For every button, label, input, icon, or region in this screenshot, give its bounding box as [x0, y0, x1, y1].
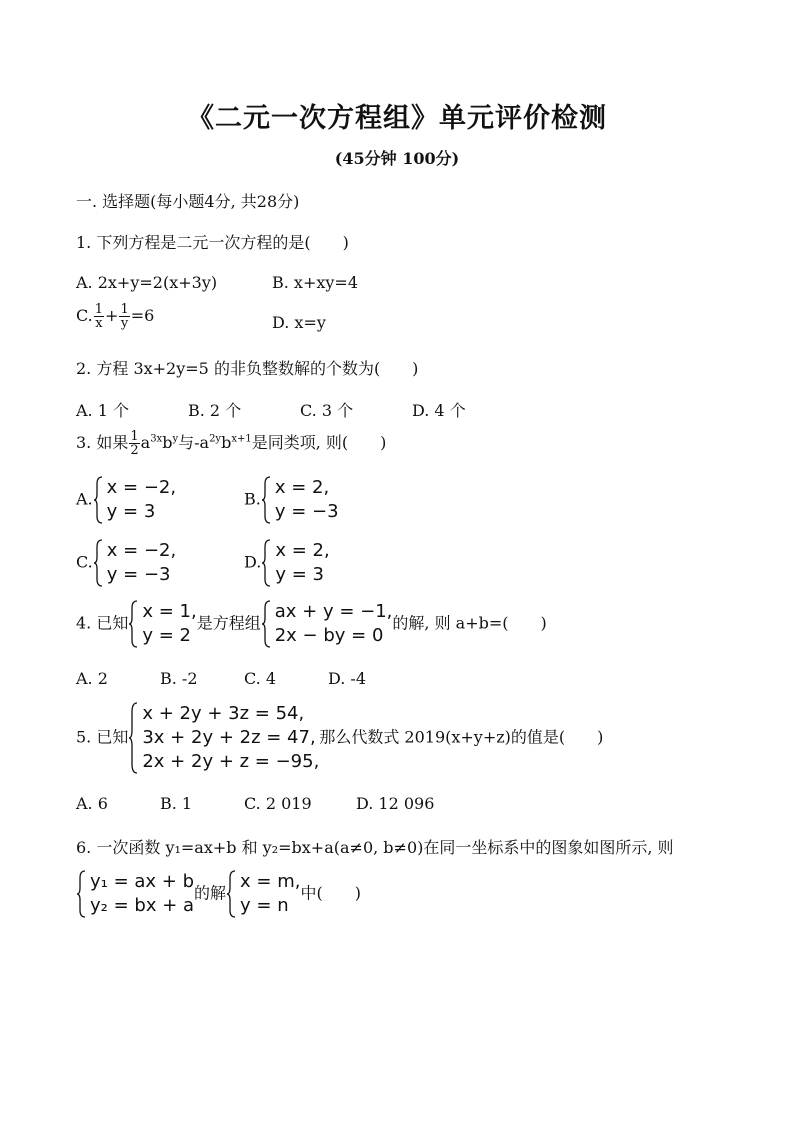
system-row: x = −2,	[106, 477, 177, 498]
q5-prefix: 5. 已知	[76, 727, 129, 747]
q4-option-d: D. -4	[328, 669, 367, 688]
brace-icon	[93, 476, 103, 524]
q4-option-b: B. -2	[160, 669, 198, 688]
option-label: B.	[244, 489, 261, 509]
q6-mid: 的解	[194, 883, 227, 903]
brace-icon	[226, 870, 236, 918]
q1-c-label: C.	[76, 306, 93, 325]
q3-option-d	[244, 539, 330, 587]
system-row: x = 2,	[274, 477, 330, 498]
question-4-stem	[76, 600, 547, 648]
q4-option-c: C. 4	[244, 669, 277, 688]
q3-option-b	[244, 476, 339, 524]
question-2-stem: 2. 方程 3x+2y=5 的非负整数解的个数为( )	[76, 359, 419, 378]
question-1-stem: 1. 下列方程是二元一次方程的是( )	[76, 233, 349, 252]
question-6-stem: 6. 一次函数 y₁=ax+b 和 y₂=bx+a(a≠0, b≠0)在同一坐标系中的图象如图所示, 则	[76, 838, 674, 857]
frac-den: y	[120, 316, 129, 331]
q3-suffix: 是同类项, 则( )	[251, 433, 387, 452]
solution-system	[128, 600, 196, 648]
q2-option-a: A. 1 个	[76, 401, 129, 420]
system-row: y = n	[240, 895, 289, 916]
exponent: x+1	[231, 433, 252, 445]
term-b: b	[221, 433, 232, 452]
system-row: x + 2y + 3z = 54,	[142, 703, 305, 724]
solution-system	[226, 870, 300, 918]
question-5-stem	[76, 702, 603, 774]
brace-icon	[261, 600, 271, 648]
plus-sign: +	[105, 306, 119, 325]
q5-option-a: A. 6	[76, 794, 108, 813]
brace-icon	[128, 600, 138, 648]
q5-suffix: 那么代数式 2019(x+y+z)的值是( )	[319, 727, 604, 747]
question-6-continued	[76, 870, 361, 918]
question-3-stem	[76, 430, 386, 457]
equation-system	[128, 702, 319, 774]
q4-option-a: A. 2	[76, 669, 108, 688]
q3-mid: 与-a	[178, 433, 210, 452]
equation-system	[261, 600, 393, 648]
frac-den: 2	[130, 443, 139, 458]
frac-num: 1	[130, 429, 139, 444]
equation-system	[261, 476, 339, 524]
system-row: y = −3	[106, 564, 171, 585]
q6-suffix: 中( )	[300, 883, 361, 903]
option-label: A.	[76, 489, 93, 509]
equation-system	[93, 539, 176, 587]
q3-prefix: 3. 如果	[76, 433, 129, 452]
q1-option-c	[76, 303, 154, 330]
frac-num: 1	[120, 302, 129, 317]
q1-option-a: A. 2x+y=2(x+3y)	[76, 273, 218, 292]
q2-option-d: D. 4 个	[412, 401, 466, 420]
q1-c-suffix: =6	[130, 306, 155, 325]
q3-option-c	[76, 539, 176, 587]
q2-option-b: B. 2 个	[188, 401, 242, 420]
fraction-1-over-x	[94, 303, 104, 330]
exponent: y	[172, 433, 179, 445]
brace-icon	[93, 539, 103, 587]
system-row: x = −2,	[106, 540, 177, 561]
system-row: y = 3	[106, 501, 156, 522]
page-subtitle: (45分钟 100分)	[334, 149, 460, 168]
term-a: a	[140, 433, 151, 452]
system-row: 3x + 2y + 2z = 47,	[142, 727, 316, 748]
brace-icon	[261, 476, 271, 524]
system-row: y₁ = ax + b	[90, 871, 195, 892]
fraction-1-over-2	[129, 430, 139, 457]
equation-system	[261, 539, 329, 587]
q5-option-c: C. 2 019	[244, 794, 312, 813]
equation-system	[76, 870, 194, 918]
system-row: 2x + 2y + z = −95,	[142, 751, 320, 772]
q5-option-b: B. 1	[160, 794, 193, 813]
fraction-1-over-y	[119, 303, 129, 330]
brace-icon	[261, 539, 271, 587]
q4-mid: 是方程组	[196, 613, 261, 633]
system-row: y₂ = bx + a	[90, 895, 195, 916]
system-row: x = m,	[240, 871, 301, 892]
system-row: ax + y = −1,	[274, 601, 393, 622]
q2-option-c: C. 3 个	[300, 401, 354, 420]
exponent: 3x	[150, 433, 163, 445]
option-label: D.	[244, 552, 262, 572]
q4-suffix: 的解, 则 a+b=( )	[392, 613, 547, 633]
section-heading: 一. 选择题(每小题4分, 共28分)	[76, 192, 300, 211]
q1-option-d: D. x=y	[272, 313, 326, 332]
exponent: 2y	[209, 433, 222, 445]
page-title: 《二元一次方程组》单元评价检测	[187, 103, 607, 134]
system-row: y = −3	[274, 501, 339, 522]
q4-prefix: 4. 已知	[76, 613, 129, 633]
q1-option-b: B. x+xy=4	[272, 273, 359, 292]
system-row: y = 3	[275, 564, 324, 585]
equation-system	[93, 476, 176, 524]
system-row: x = 1,	[142, 601, 197, 622]
system-row: 2x − by = 0	[274, 625, 384, 646]
frac-num: 1	[94, 302, 104, 317]
q3-option-a	[76, 476, 176, 524]
brace-icon	[128, 702, 138, 774]
q5-option-d: D. 12 096	[356, 794, 435, 813]
system-row: y = 2	[142, 625, 191, 646]
term-b: b	[162, 433, 173, 452]
option-label: C.	[76, 552, 93, 572]
frac-den: x	[95, 316, 103, 331]
brace-icon	[76, 870, 86, 918]
system-row: x = 2,	[275, 540, 330, 561]
